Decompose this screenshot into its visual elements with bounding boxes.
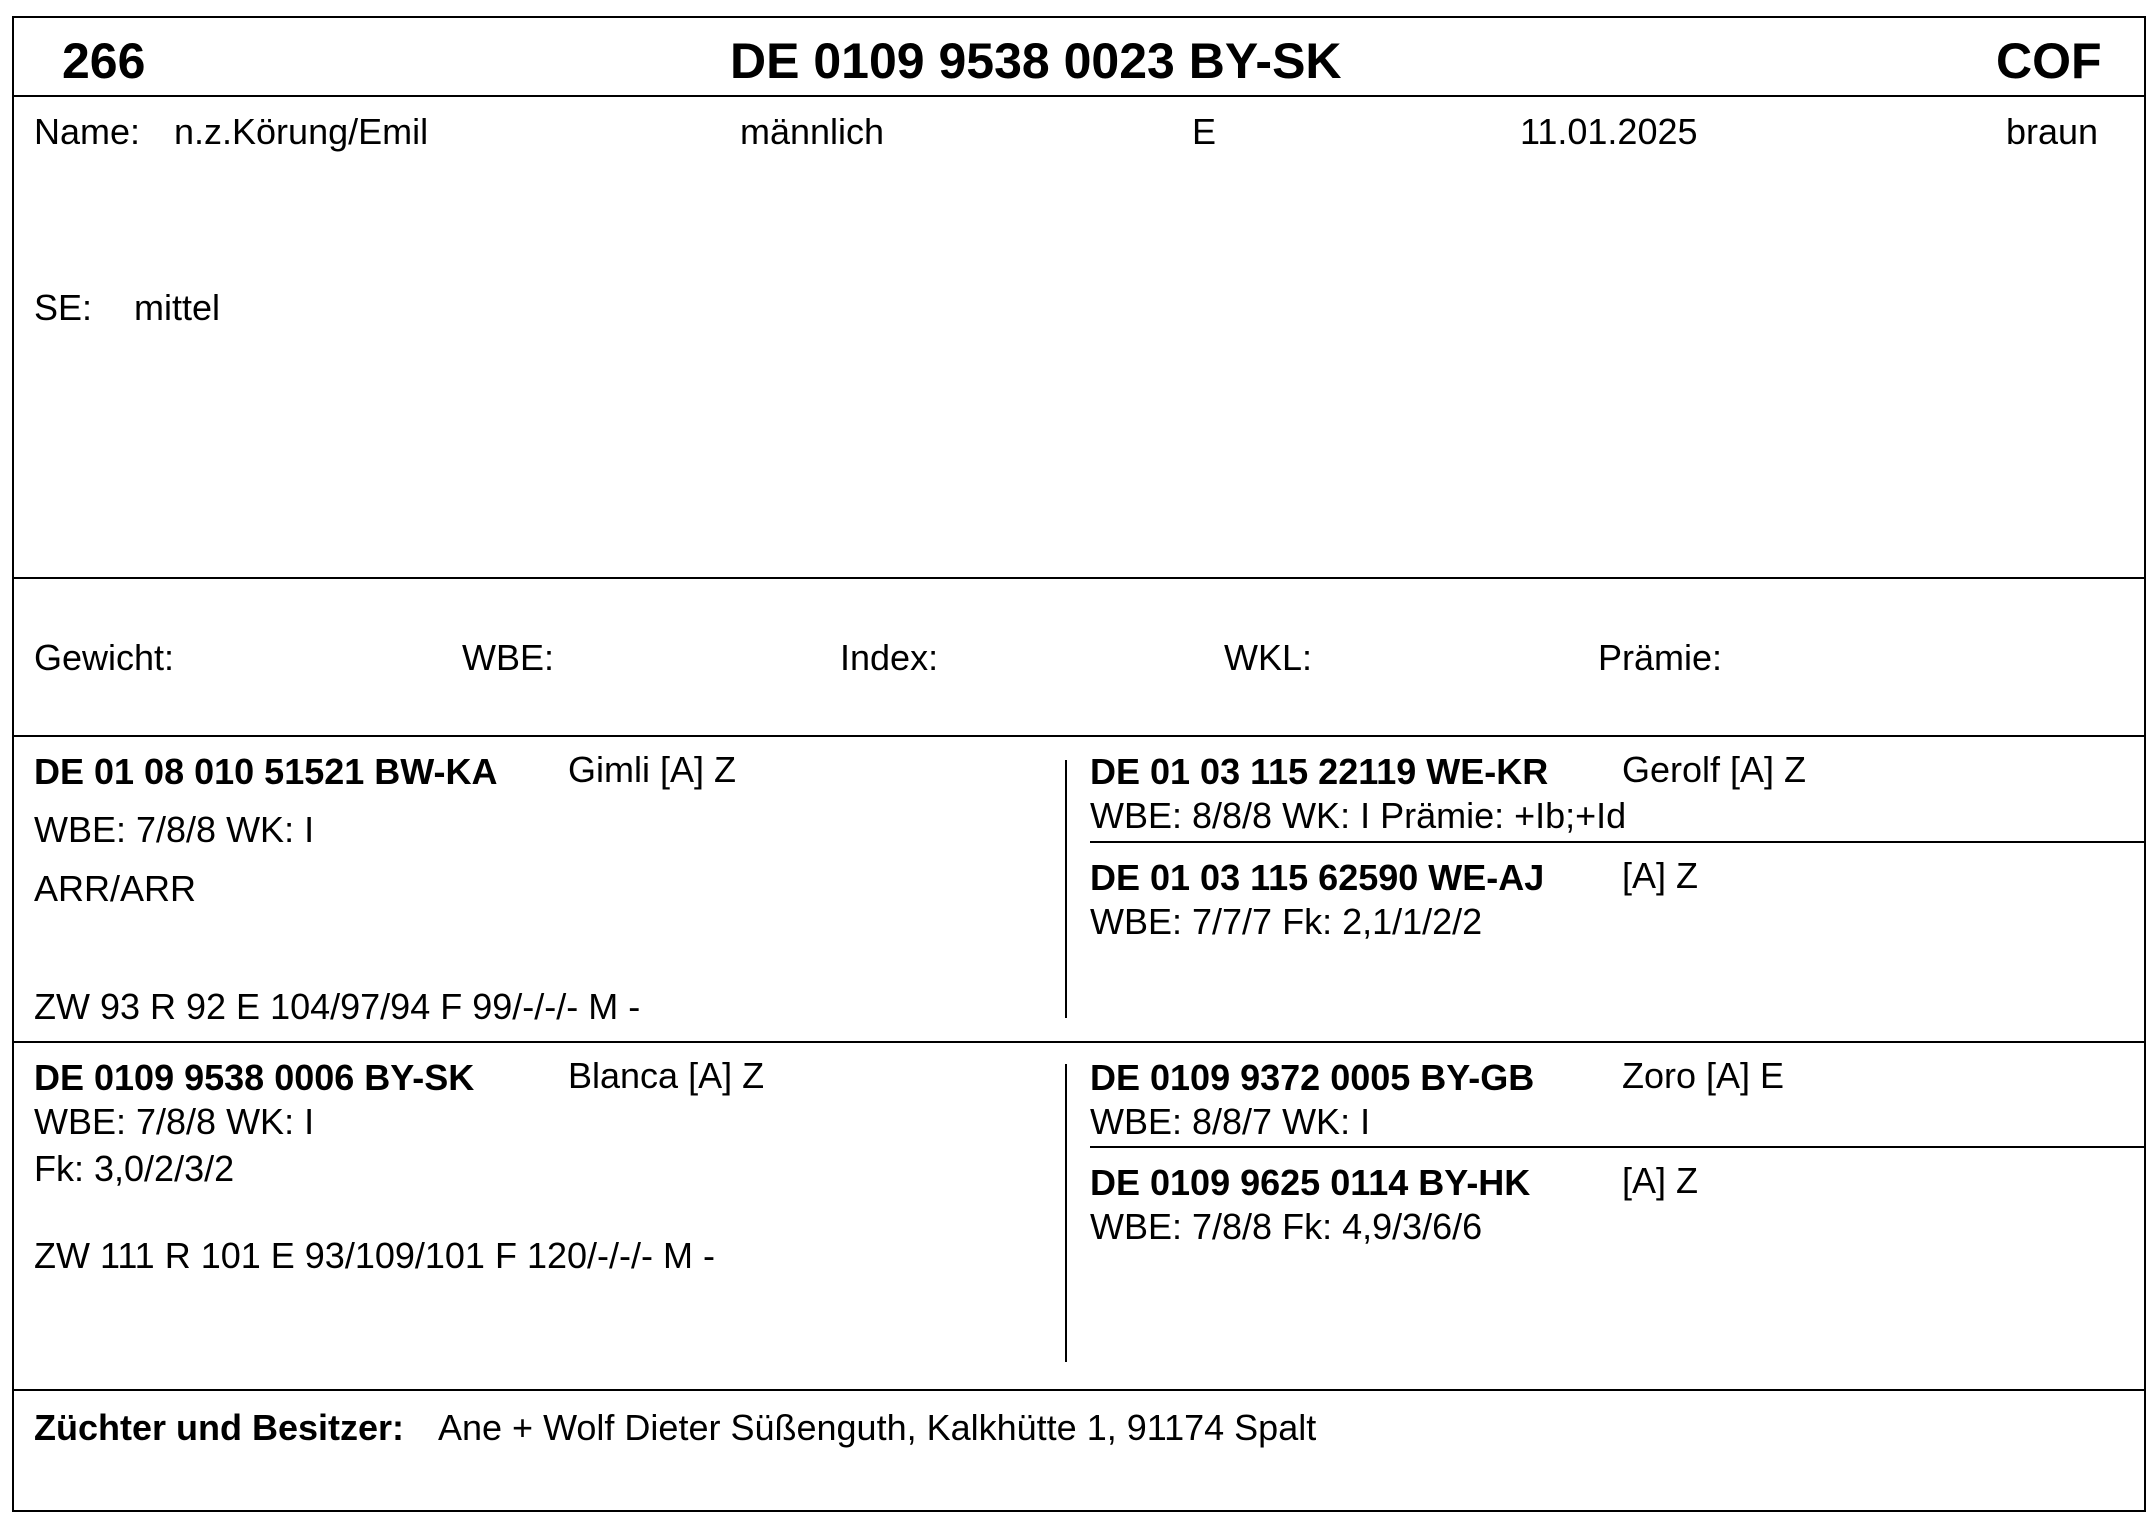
divider-footer [14,1389,2144,1391]
dam-sire-wbe: WBE: 8/8/7 WK: I [1090,1101,1371,1142]
weight-label: Gewicht: [34,637,175,678]
sire-sire-wbe: WBE: 8/8/8 WK: I Prämie: +Ib;+Id [1090,795,1627,836]
divider-dam-parents [1090,1146,2144,1148]
sire-sire-name: Gerolf [A] Z [1622,749,1807,790]
divider-sire-vertical [1065,760,1067,1018]
animal-sex: männlich [740,111,885,152]
sire-id: DE 01 08 010 51521 BW-KA [34,751,498,792]
dam-dam-wbe: WBE: 7/8/8 Fk: 4,9/3/6/6 [1090,1206,1483,1247]
dam-wbe: WBE: 7/8/8 WK: I [34,1101,315,1142]
animal-color: braun [2006,111,2099,152]
dam-sire-name: Zoro [A] E [1622,1055,1785,1096]
animal-type: E [1192,111,1217,152]
divider-parents [14,1041,2144,1043]
wkl-label: WKL: [1224,637,1313,678]
dam-sire-id: DE 0109 9372 0005 BY-GB [1090,1057,1535,1098]
animal-name: n.z.Körung/Emil [174,111,429,152]
breeder-value: Ane + Wolf Dieter Süßenguth, Kalkhütte 1, 91174 Spalt [438,1407,1317,1448]
name-label: Name: [34,111,141,152]
dam-id: DE 0109 9538 0006 BY-SK [34,1057,475,1098]
index-label: Index: [840,637,939,678]
divider-dam-vertical [1065,1064,1067,1362]
wbe-label: WBE: [462,637,555,678]
sire-zw: ZW 93 R 92 E 104/97/94 F 99/-/-/- M - [34,986,641,1027]
sire-dam-id: DE 01 03 115 62590 WE-AJ [1090,857,1545,898]
divider-sire-parents [1090,841,2144,843]
dam-fk: Fk: 3,0/2/3/2 [34,1148,235,1189]
sire-dam-wbe: WBE: 7/7/7 Fk: 2,1/1/2/2 [1090,901,1483,942]
sire-genotype: ARR/ARR [34,868,197,909]
breeder-label: Züchter und Besitzer: [34,1407,405,1448]
catalog-number: 266 [62,33,146,89]
divider-metrics [14,735,2144,737]
se-label: SE: [34,287,93,328]
dam-dam-id: DE 0109 9625 0114 BY-HK [1090,1162,1531,1203]
sire-name: Gimli [A] Z [568,749,736,790]
dam-dam-name: [A] Z [1622,1160,1699,1201]
animal-card [12,16,2146,1512]
sire-wbe: WBE: 7/8/8 WK: I [34,809,315,850]
breed-code: COF [1996,33,2102,89]
sire-sire-id: DE 01 03 115 22119 WE-KR [1090,751,1549,792]
divider-info [14,577,2144,579]
animal-id: DE 0109 9538 0023 BY-SK [730,33,1342,89]
divider-header [14,95,2144,97]
praemie-label: Prämie: [1598,637,1723,678]
birth-date: 11.01.2025 [1520,111,1698,152]
dam-zw: ZW 111 R 101 E 93/109/101 F 120/-/-/- M - [34,1235,715,1276]
dam-name: Blanca [A] Z [568,1055,765,1096]
se-value: mittel [134,287,221,328]
sire-dam-name: [A] Z [1622,855,1699,896]
